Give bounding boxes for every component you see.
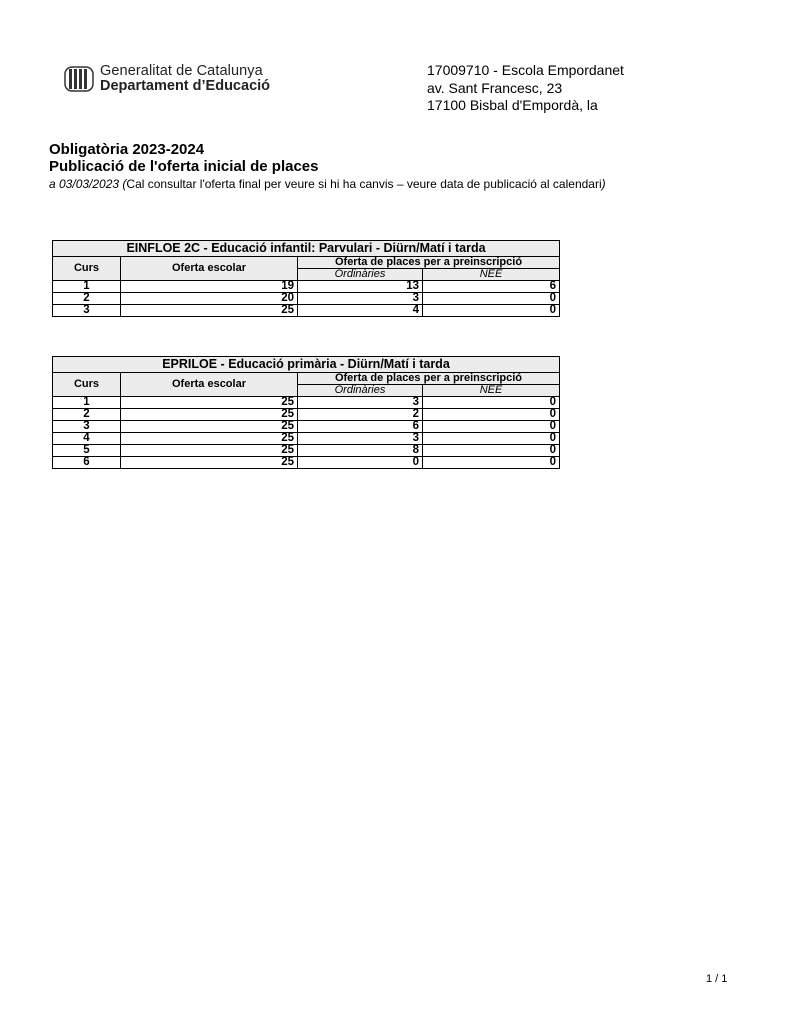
cell-nee: 0 [423,293,560,305]
table-row [53,409,560,421]
school-code-name: 17009710 - Escola Empordanet [427,62,624,78]
cell-ordinaries: 6 [298,421,423,433]
cell-ordinaries: 0 [298,457,423,469]
cell-oferta: 25 [121,397,298,409]
document-title: Obligatòria 2023-2024 [49,141,205,158]
table-row [53,457,560,469]
cell-curs: 5 [53,445,121,457]
document-subtitle: Publicació de l'oferta inicial de places [49,158,319,175]
column-header-ordinaries: Ordinàries [298,269,423,281]
publication-note-text: Cal consultar l'oferta final per veure si hi ha canvis – veure data de publicació al calendari [126,177,602,191]
table-title: EINFLOE 2C - Educació infantil: Parvulari - Diürn/Matí i tarda [53,241,560,257]
logo-generalitat-text: Generalitat de Catalunya [100,63,263,79]
table-row [53,421,560,433]
cell-ordinaries: 4 [298,305,423,317]
cell-oferta: 25 [121,433,298,445]
publication-date: a 03/03/2023 ( [49,177,127,191]
column-header-ordinaries: Ordinàries [298,385,423,397]
cell-curs: 3 [53,421,121,433]
cell-oferta: 25 [121,305,298,317]
cell-curs: 6 [53,457,121,469]
table-row [53,445,560,457]
cell-curs: 2 [53,409,121,421]
document-heading [49,141,606,193]
cell-nee: 0 [423,421,560,433]
cell-curs: 1 [53,281,121,293]
school-address [427,62,624,115]
table-row [53,293,560,305]
cell-curs: 2 [53,293,121,305]
school-city: 17100 Bisbal d'Empordà, la [427,97,598,113]
cell-nee: 0 [423,397,560,409]
table-title: EPRILOE - Educació primària - Diürn/Matí i tarda [53,357,560,373]
page-number: 1 / 1 [706,973,728,985]
column-header-oferta: Oferta escolar [121,257,298,281]
column-header-nee: NEE [423,385,560,397]
cell-ordinaries: 3 [298,433,423,445]
cell-oferta: 20 [121,293,298,305]
cell-oferta: 25 [121,445,298,457]
cell-ordinaries: 3 [298,293,423,305]
cell-curs: 3 [53,305,121,317]
cell-nee: 0 [423,457,560,469]
school-street: av. Sant Francesc, 23 [427,79,563,96]
column-header-nee: NEE [423,269,560,281]
cell-ordinaries: 2 [298,409,423,421]
cell-oferta: 25 [121,409,298,421]
column-header-preinscripcio: Oferta de places per a preinscripció [298,257,560,269]
table-row [53,305,560,317]
column-header-preinscripcio: Oferta de places per a preinscripció [298,373,560,385]
logo-department-text: Departament d’Educació [100,78,271,94]
cell-oferta: 25 [121,421,298,433]
generalitat-emblem-icon [64,66,94,92]
column-header-curs: Curs [53,257,121,281]
cell-oferta: 25 [121,457,298,469]
publication-note [49,176,606,193]
cell-ordinaries: 13 [298,281,423,293]
column-header-oferta: Oferta escolar [121,373,298,397]
cell-nee: 0 [423,433,560,445]
publication-note-close: ) [601,177,606,191]
table-row [53,433,560,445]
generalitat-logo [64,64,270,94]
cell-ordinaries: 3 [298,397,423,409]
cell-nee: 0 [423,445,560,457]
cell-nee: 0 [423,305,560,317]
table-row [53,281,560,293]
cell-nee: 6 [423,281,560,293]
cell-nee: 0 [423,409,560,421]
column-header-curs: Curs [53,373,121,397]
cell-curs: 1 [53,397,121,409]
offer-table-infantil [52,240,560,317]
table-row [53,397,560,409]
cell-oferta: 19 [121,281,298,293]
cell-curs: 4 [53,433,121,445]
offer-table-primaria [52,356,560,469]
cell-ordinaries: 8 [298,445,423,457]
